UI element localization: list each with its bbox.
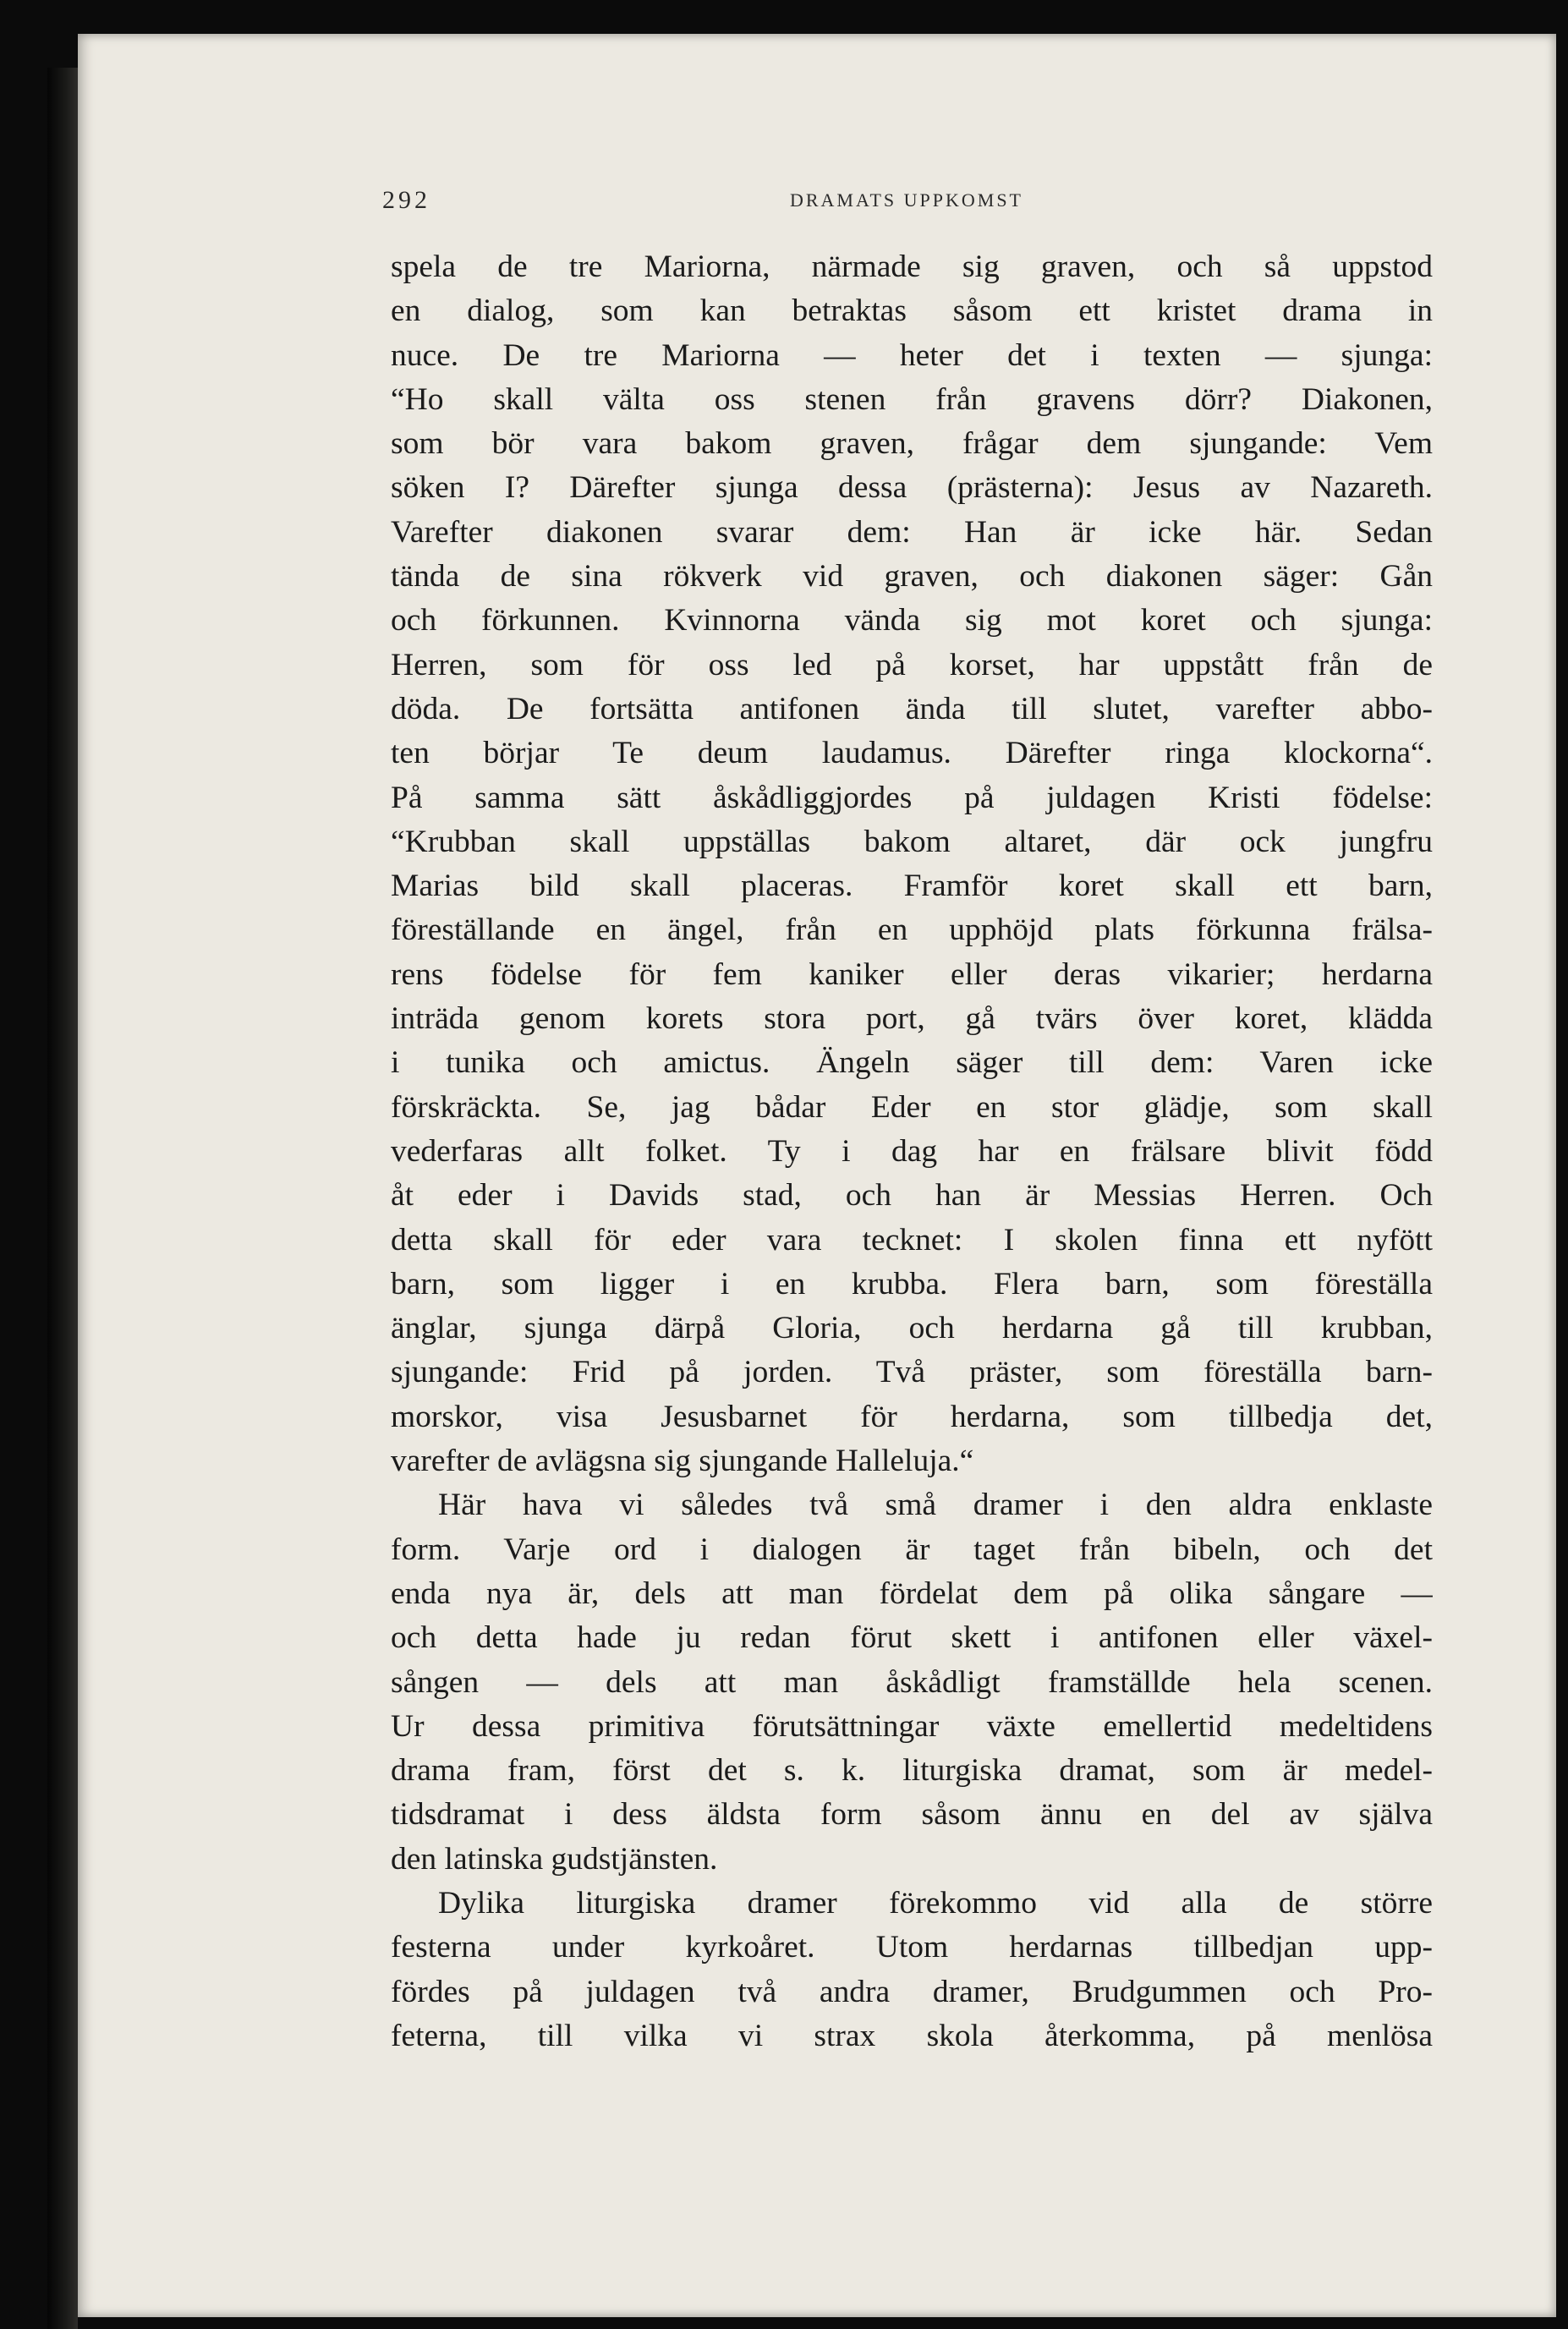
text-line: inträda genom korets stora port, gå tvärs över koret, klädda bbox=[391, 1001, 1433, 1037]
text-line: “Krubban skall uppställas bakom altaret, där ock jungfru bbox=[391, 824, 1433, 859]
text-line: en dialog, som kan betraktas såsom ett kristet drama in bbox=[391, 293, 1433, 329]
text-line: enda nya är, dels att man fördelat dem på olika sångare — bbox=[391, 1576, 1433, 1611]
text-line: ten börjar Te deum laudamus. Därefter ringa klockorna“. bbox=[391, 736, 1433, 771]
text-line: som bör vara bakom graven, frågar dem sjungande: Vem bbox=[391, 426, 1433, 462]
running-head: DRAMATS UPPKOMST bbox=[789, 189, 1023, 211]
text-line: Dylika liturgiska dramer förekommo vid alla de större bbox=[438, 1885, 1433, 1921]
text-line: Varefter diakonen svarar dem: Han är icke här. Sedan bbox=[391, 514, 1433, 550]
text-line: rens födelse för fem kaniker eller deras vikarier; herdarna bbox=[391, 956, 1433, 992]
text-line: vederfaras allt folket. Ty i dag har en frälsare blivit född bbox=[391, 1133, 1433, 1169]
text-line: tidsdramat i dess äldsta form såsom ännu en del av själva bbox=[391, 1797, 1433, 1833]
text-line: barn, som ligger i en krubba. Flera barn, som föreställa bbox=[391, 1266, 1433, 1302]
text-line: feterna, till vilka vi strax skola återkomma, på menlösa bbox=[391, 2018, 1433, 2053]
text-line: och detta hade ju redan förut skett i antifonen eller växel- bbox=[391, 1620, 1433, 1656]
text-line: form. Varje ord i dialogen är taget från bibeln, och det bbox=[391, 1532, 1433, 1567]
text-line: föreställande en ängel, från en upphöjd plats förkunna frälsa- bbox=[391, 912, 1433, 948]
text-line: Marias bild skall placeras. Framför koret skall ett barn, bbox=[391, 869, 1433, 904]
text-line: nuce. De tre Mariorna — heter det i texten — sjunga: bbox=[391, 337, 1433, 373]
text-line: spela de tre Mariorna, närmade sig graven, och så uppstod bbox=[391, 249, 1433, 284]
text-line: detta skall för eder vara tecknet: I skolen finna ett nyfött bbox=[391, 1222, 1433, 1258]
book-spine-shadow bbox=[47, 68, 78, 2329]
text-line: åt eder i Davids stad, och han är Messias Herren. Och bbox=[391, 1178, 1433, 1214]
page-header bbox=[382, 186, 1431, 220]
text-line: Ur dessa primitiva förutsättningar växte emellertid medeltidens bbox=[391, 1708, 1433, 1744]
text-line: söken I? Därefter sjunga dessa (prästerna): Jesus av Nazareth. bbox=[391, 470, 1433, 506]
text-line: “Ho skall välta oss stenen från gravens dörr? Diakonen, bbox=[391, 381, 1433, 417]
text-line: Här hava vi således två små dramer i den aldra enklaste bbox=[438, 1488, 1433, 1523]
text-line: morskor, visa Jesusbarnet för herdarna, som tillbedja det, bbox=[391, 1399, 1433, 1434]
text-line: Herren, som för oss led på korset, har uppstått från de bbox=[391, 647, 1433, 682]
text-line: tända de sina rökverk vid graven, och diakonen säger: Gån bbox=[391, 559, 1433, 595]
text-line: sjungande: Frid på jorden. Två präster, som föreställa barn- bbox=[391, 1355, 1433, 1390]
body-text bbox=[391, 245, 1433, 2058]
text-line: På samma sätt åskådliggjordes på juldagen Kristi födelse: bbox=[391, 780, 1433, 815]
page-number: 292 bbox=[382, 186, 430, 214]
text-line: den latinska gudstjänsten. bbox=[391, 1841, 718, 1877]
text-line: sången — dels att man åskådligt framställde hela scenen. bbox=[391, 1664, 1433, 1700]
text-line: festerna under kyrkoåret. Utom herdarnas tillbedjan upp- bbox=[391, 1930, 1433, 1965]
text-line: och förkunnen. Kvinnorna vända sig mot koret och sjunga: bbox=[391, 603, 1433, 638]
text-line: fördes på juldagen två andra dramer, Brudgummen och Pro- bbox=[391, 1974, 1433, 2009]
text-line: änglar, sjunga därpå Gloria, och herdarna gå till krubban, bbox=[391, 1311, 1433, 1346]
text-line: i tunika och amictus. Ängeln säger till dem: Varen icke bbox=[391, 1045, 1433, 1081]
text-line: drama fram, först det s. k. liturgiska dramat, som är medel- bbox=[391, 1753, 1433, 1789]
text-line: förskräckta. Se, jag bådar Eder en stor glädje, som skall bbox=[391, 1089, 1433, 1125]
text-line: varefter de avlägsna sig sjungande Halleluja.“ bbox=[391, 1444, 974, 1479]
text-line: döda. De fortsätta antifonen ända till slutet, varefter abbo- bbox=[391, 691, 1433, 726]
